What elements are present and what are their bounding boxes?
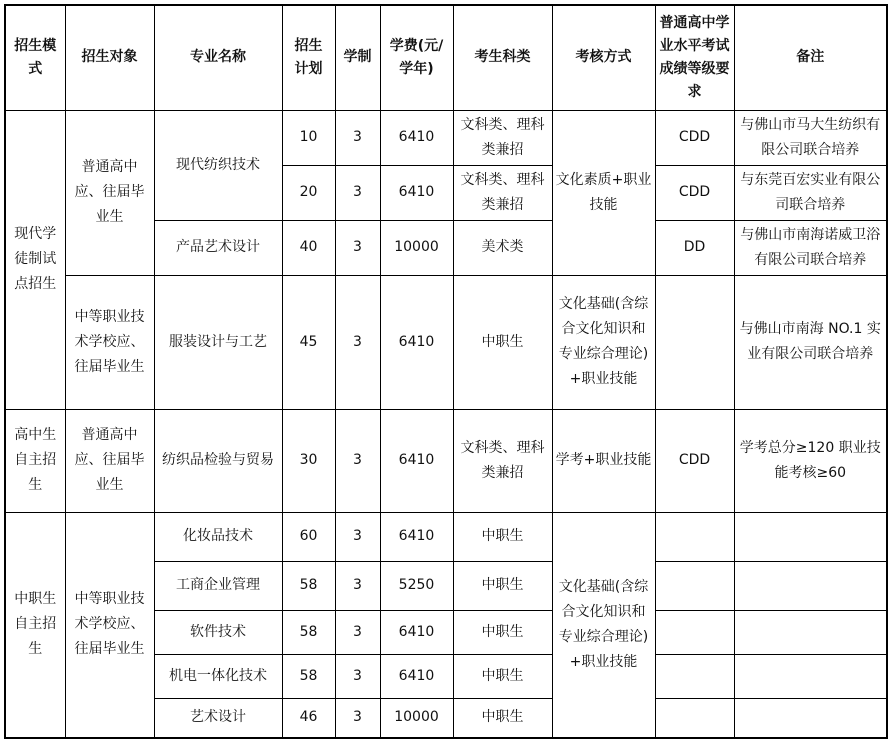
category-cell: 中职生 (453, 275, 552, 409)
level-cell: CDD (655, 110, 734, 165)
category-cell: 文科类、理科类兼招 (453, 110, 552, 165)
category-cell: 中职生 (453, 698, 552, 738)
table-row (5, 275, 887, 409)
target-cell: 中等职业技术学校应、往届毕业生 (65, 275, 154, 409)
level-cell (655, 610, 734, 654)
remark-cell: 学考总分≥120 职业技能考核≥60 (734, 409, 887, 512)
years-cell: 3 (335, 409, 380, 512)
table-row (5, 409, 887, 512)
mode-cell: 中职生自主招生 (5, 512, 65, 738)
fee-cell: 6410 (380, 409, 453, 512)
mode-cell: 高中生自主招生 (5, 409, 65, 512)
table-row (5, 512, 887, 561)
remark-cell (734, 610, 887, 654)
level-cell (655, 512, 734, 561)
category-cell: 美术类 (453, 220, 552, 275)
major-cell: 服装设计与工艺 (154, 275, 282, 409)
years-cell: 3 (335, 220, 380, 275)
fee-cell: 6410 (380, 654, 453, 698)
plan-cell: 10 (282, 110, 335, 165)
fee-cell: 10000 (380, 698, 453, 738)
fee-cell: 6410 (380, 165, 453, 220)
remark-cell (734, 698, 887, 738)
remark-cell (734, 512, 887, 561)
header-major: 专业名称 (154, 5, 282, 110)
fee-cell: 6410 (380, 275, 453, 409)
fee-cell: 6410 (380, 110, 453, 165)
fee-cell: 10000 (380, 220, 453, 275)
years-cell: 3 (335, 698, 380, 738)
remark-cell (734, 654, 887, 698)
plan-cell: 20 (282, 165, 335, 220)
level-cell (655, 654, 734, 698)
level-cell: CDD (655, 409, 734, 512)
years-cell: 3 (335, 561, 380, 610)
category-cell: 文科类、理科类兼招 (453, 409, 552, 512)
level-cell (655, 561, 734, 610)
header-target: 招生对象 (65, 5, 154, 110)
remark-cell: 与东莞百宏实业有限公司联合培养 (734, 165, 887, 220)
header-mode: 招生模式 (5, 5, 65, 110)
plan-cell: 40 (282, 220, 335, 275)
header-row (5, 5, 887, 110)
target-cell: 中等职业技术学校应、往届毕业生 (65, 512, 154, 738)
remark-cell: 与佛山市南海 NO.1 实业有限公司联合培养 (734, 275, 887, 409)
assessment-cell: 文化素质+职业技能 (552, 110, 655, 275)
level-cell: CDD (655, 165, 734, 220)
major-cell: 现代纺织技术 (154, 110, 282, 220)
level-cell (655, 275, 734, 409)
category-cell: 中职生 (453, 654, 552, 698)
header-fee: 学费(元/学年) (380, 5, 453, 110)
years-cell: 3 (335, 654, 380, 698)
remark-cell (734, 561, 887, 610)
header-assessment: 考核方式 (552, 5, 655, 110)
years-cell: 3 (335, 110, 380, 165)
header-category: 考生科类 (453, 5, 552, 110)
plan-cell: 60 (282, 512, 335, 561)
major-cell: 软件技术 (154, 610, 282, 654)
plan-cell: 45 (282, 275, 335, 409)
enrollment-table (4, 4, 888, 739)
plan-cell: 58 (282, 654, 335, 698)
years-cell: 3 (335, 275, 380, 409)
fee-cell: 5250 (380, 561, 453, 610)
target-cell: 普通高中应、往届毕业生 (65, 110, 154, 275)
header-plan: 招生计划 (282, 5, 335, 110)
plan-cell: 30 (282, 409, 335, 512)
header-level-requirement: 普通高中学业水平考试成绩等级要求 (655, 5, 734, 110)
category-cell: 中职生 (453, 561, 552, 610)
plan-cell: 58 (282, 561, 335, 610)
plan-cell: 46 (282, 698, 335, 738)
level-cell: DD (655, 220, 734, 275)
remark-cell: 与佛山市马大生纺织有限公司联合培养 (734, 110, 887, 165)
header-years: 学制 (335, 5, 380, 110)
category-cell: 中职生 (453, 610, 552, 654)
plan-cell: 58 (282, 610, 335, 654)
assessment-cell: 文化基础(含综合文化知识和专业综合理论)+职业技能 (552, 275, 655, 409)
mode-cell: 现代学徒制试点招生 (5, 110, 65, 409)
fee-cell: 6410 (380, 512, 453, 561)
category-cell: 中职生 (453, 512, 552, 561)
header-remarks: 备注 (734, 5, 887, 110)
major-cell: 机电一体化技术 (154, 654, 282, 698)
enrollment-table-wrapper (4, 4, 888, 739)
assessment-cell: 学考+职业技能 (552, 409, 655, 512)
years-cell: 3 (335, 512, 380, 561)
major-cell: 化妆品技术 (154, 512, 282, 561)
major-cell: 产品艺术设计 (154, 220, 282, 275)
target-cell: 普通高中应、往届毕业生 (65, 409, 154, 512)
category-cell: 文科类、理科类兼招 (453, 165, 552, 220)
assessment-cell: 文化基础(含综合文化知识和专业综合理论)+职业技能 (552, 512, 655, 738)
years-cell: 3 (335, 165, 380, 220)
major-cell: 艺术设计 (154, 698, 282, 738)
table-row (5, 110, 887, 165)
major-cell: 纺织品检验与贸易 (154, 409, 282, 512)
level-cell (655, 698, 734, 738)
fee-cell: 6410 (380, 610, 453, 654)
remark-cell: 与佛山市南海诺威卫浴有限公司联合培养 (734, 220, 887, 275)
major-cell: 工商企业管理 (154, 561, 282, 610)
years-cell: 3 (335, 610, 380, 654)
